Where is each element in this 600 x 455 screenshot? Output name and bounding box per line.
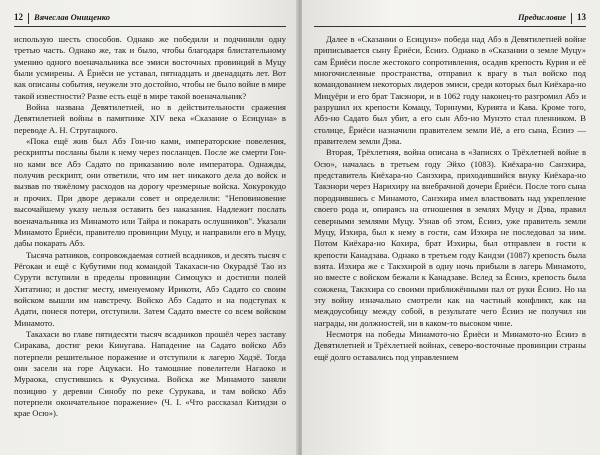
paragraph: Тысяча ратников, сопровождаемая сотней всадников, и десять тысяч с Рёгокаи и ещё с Кубутими под командой Такахаси-но Окурадзё Тао из Сурути вступили в пределы провинции Симоцукэ и достигли полей Хитатино; и достиг месту, именуемому Ирикоти, Абэ Садато со своим войском вышли им навстречу. Войско Абэ Садато и на подступах к Адати, понеся потери, отступили. Затем Садато вместе со всем войском Минамото.: [14, 249, 286, 328]
paragraph: «Пока ещё жив был Абэ Гон-но ками, императорские повеления, рескрипты посланы были к нему через посланцев. После же смерти Гон-но ками все Абэ Садато по приказанию воле императора. Однажды, получив рескрипт, они ответили, что им нет никакого дела до войск и вызвав по тяжёлому расходов на дорогу чрезмерные войска. Хокурокудо и прочих. При дворе держали совет и определили: "Неповиновение высочайшему указу нельзя оставить без наказания. Надлежит послать военачальника из Минамото или Тайра и покарать ослушников". Указали Минамото Ёриёси, правителю провинции Муцу, и направили его в Муцу, дабы покарать Абэ.: [14, 136, 286, 249]
left-page: [0, 0, 298, 455]
header-divider: [571, 13, 572, 24]
paragraph: Такахаси во главе пятидесяти тысяч всадников прошёл через заставу Сиракава, достиг реки Кинугава. Нападение на Садато войско Абэ потерпели решительное поражение и отступили к лагерю Ходзё. Тогда они засели на горе Ацукаси. Но тамошние повелители Нагаоко и Мураока, спустившись к Фукусима. Войска же Минамото заняли позицию у деревни Синобу по реке Сурукава, и там войско Абэ потерпели окончательное поражение» (Ч. I. «Что рассказал Китидзи о крае Осю»).: [14, 328, 286, 419]
right-page-header: [314, 10, 586, 24]
paragraph: Война названа Девятилетней, но в действительности сражения Девятилетней войны в памятнике XIV века «Сказание о Есицуна» в переводе А. Н. Стругацкого.: [14, 102, 286, 135]
paragraph: Несмотря на победы Минамото-но Ёриёси и Минамото-но Ёсииэ в Девятилетней и Трёхлетней войнах, северо-восточные провинции страны ещё долго оставались под управлением: [314, 328, 586, 362]
right-page: [302, 0, 600, 455]
left-page-number: 12: [14, 12, 23, 22]
left-page-text: [14, 34, 286, 449]
left-header-rule: [14, 26, 286, 27]
right-header-rule: [314, 26, 586, 27]
right-page-number: 13: [577, 12, 586, 22]
right-running-head: Предисловие: [517, 12, 566, 22]
left-page-header: [14, 10, 286, 24]
paragraph: Далее в «Сказании о Есицунэ» победа над Абэ в Девятилетней войне приписывается сыну Ёриёси, Ёсииэ. Однако в «Сказании о земле Муцу» сам Ёриёси после жестокого сопротивления, осадив крепость Курия и её многочисленные пространства, отправил к врагу в тыл войско под командованием некоторых лидеров эмиси, среди которых был Киёхара-но Мицуёри и его брат Такэнори, и в 1062 году наконец-то разгромил Абэ и разрушил их крепости Комацу, Торинуми, Курията и Кава. Кроме того, Абэ-но Садато был убит, а его сын Абэ-но Мунэто стал пленником. В столице, Ёриёси назначили правителем земли Иё, а его сына, Ёсииэ — правителем земли Дэва.: [314, 34, 586, 147]
header-divider: [28, 13, 29, 24]
left-running-head: Вячеслав Онищенко: [34, 12, 110, 22]
paragraph: использую шесть способов. Однако же победили и подчинили одну третью часть. Однако же, так и было, чтобы благодаря блистательному умению одного военачальника все эмиси восточных провинций в Муцу были усмирены. А Ёриёси не уставал, пятнадцать и двенадцать лет. Вот как описаны события, неужели это достойно, чтобы не было войне в мире такой известности? Разве есть ещё в мире такой военачальник?: [14, 34, 286, 101]
right-page-text: [314, 34, 586, 449]
paragraph: Вторая, Трёхлетняя, война описана в «Записях о Трёхлетней войне в Осю», началась в третьем году Эйхо (1083). Киёхара-но Санэхира, представитель Киёхара-но Санэхира, приходившийся внуку Киёхара-но Такэнори через Нарихиру на внебрачной дочери Ёриёси. После того сына породнившись с Минамото, Санэхира имел властвовать над укрепление своего рода и, опираясь на отношения в землях Муцу и Дэва, правил северными землями Муцу. Узнав об этом, Ёсииэ, уже правитель земли Муцу, Иэхира, был к нему в гости, сам Иэхира не последовал за ним. Потом Киёхара-но Кохира, брат Иэхиры, был отправлен в гости к крепости Канадзава. Однако в третьем году Кандзи (1087) крепость была взята. Иэхира же с Такэхирой в одну ночь прибыли в лагерь Минамото, но вместе с войском бежали к Канадзаве. Вслед за Ёсииэ, крепость была сожжена, Такэхира со своими приближёнными пал от руки Ёсииэ. Но на эту войну изначально смотрели как на частный конфликт, как на междоусобицу между собой, в результате чего Ёсииэ не получил ни награды, ни должностей, ни в каком-то высоком чине.: [314, 147, 586, 328]
